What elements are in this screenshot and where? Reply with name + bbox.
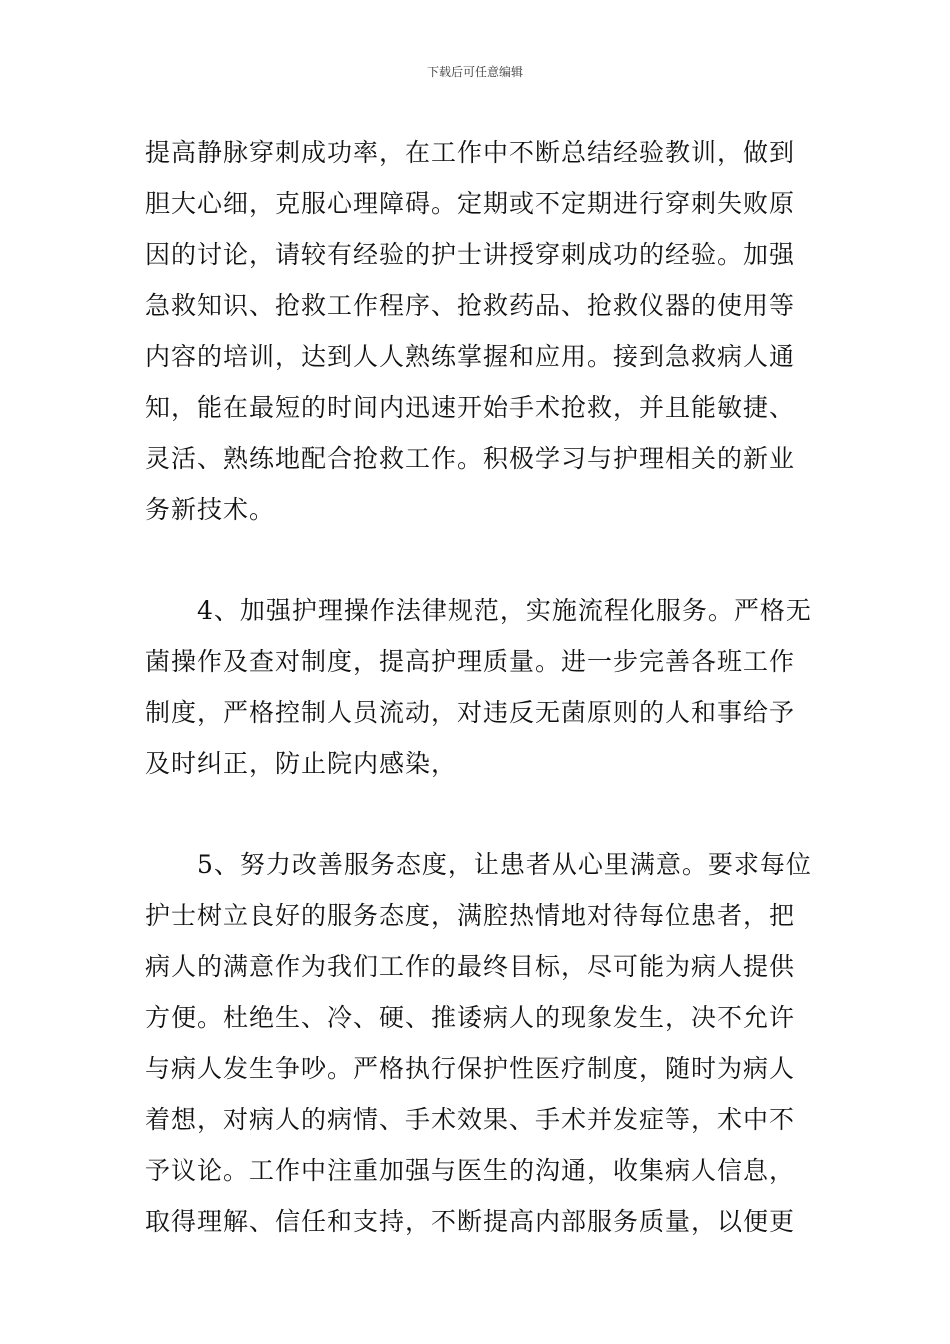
text-line: 提高静脉穿刺成功率，在工作中不断总结经验教训，做到 (145, 138, 796, 167)
text-line: 5、努力改善服务态度，让患者从心里满意。要求每位 (145, 850, 812, 879)
text-line: 着想，对病人的病情、手术效果、手术并发症等，术中不 (145, 1105, 796, 1134)
text-line: 予议论。工作中注重加强与医生的沟通，收集病人信息， (145, 1156, 796, 1185)
text-line: 急救知识、抢救工作程序、抢救药品、抢救仪器的使用等 (145, 291, 796, 320)
text-line: 病人的满意作为我们工作的最终目标，尽可能为病人提供 (145, 952, 796, 981)
page-header: 下载后可任意编辑 (426, 65, 523, 79)
text-line: 因的讨论，请较有经验的护士讲授穿刺成功的经验。加强 (145, 240, 796, 269)
paragraph-item-5 (145, 839, 810, 1247)
paragraph-item-4 (145, 585, 810, 789)
text-line: 及时纠正，防止院内感染， (145, 749, 458, 778)
text-line: 灵活、熟练地配合抢救工作。积极学习与护理相关的新业 (145, 444, 796, 473)
text-line: 内容的培训，达到人人熟练掌握和应用。接到急救病人通 (145, 342, 796, 371)
text-line: 菌操作及查对制度，提高护理质量。进一步完善各班工作 (145, 647, 796, 676)
paragraph-spacer (145, 789, 810, 839)
text-line: 4、加强护理操作法律规范，实施流程化服务。严格无 (145, 596, 812, 625)
text-line: 胆大心细，克服心理障碍。定期或不定期进行穿刺失败原 (145, 189, 796, 218)
text-line: 护士树立良好的服务态度，满腔热情地对待每位患者，把 (145, 901, 796, 930)
text-line: 方便。杜绝生、冷、硬、推诿病人的现象发生，决不允许 (145, 1003, 796, 1032)
text-line: 与病人发生争吵。严格执行保护性医疗制度，随时为病人 (145, 1054, 796, 1083)
document-body (145, 127, 810, 1247)
text-line: 取得理解、信任和支持，不断提高内部服务质量，以便更 (145, 1207, 796, 1236)
paragraph-spacer (145, 535, 810, 585)
paragraph-continuation (145, 127, 810, 535)
text-line: 制度，严格控制人员流动，对违反无菌原则的人和事给予 (145, 698, 796, 727)
text-line: 知，能在最短的时间内迅速开始手术抢救，并且能敏捷、 (145, 393, 796, 422)
text-line: 务新技术。 (145, 495, 276, 524)
